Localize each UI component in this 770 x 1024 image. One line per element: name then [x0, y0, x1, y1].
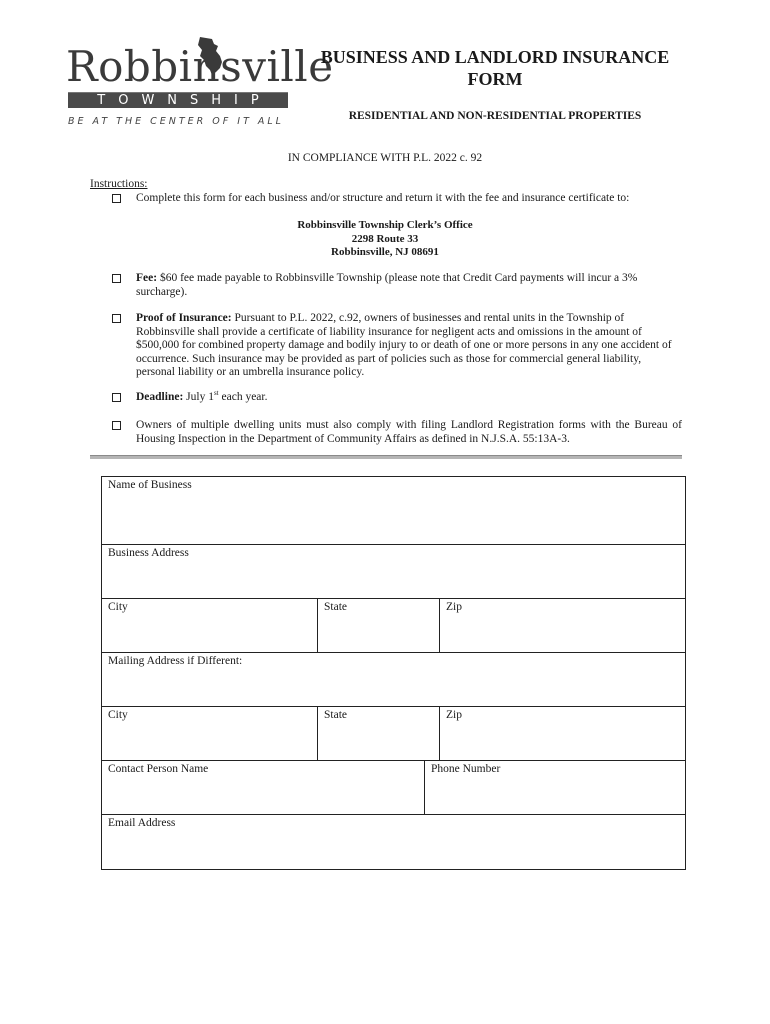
instruction-fee [112, 272, 682, 299]
deadline-label: Deadline: [136, 391, 184, 403]
state-label: State [324, 601, 347, 613]
owners-text: Owners of multiple dwelling units must also comply with filing Landlord Registration forms with the Bureau of Housing Inspection in the Department of Community Affairs as defined in N.J.S.A. 55:13A-3. [136, 419, 682, 445]
checkbox-icon[interactable] [112, 421, 121, 430]
contact-person-label: Contact Person Name [108, 763, 209, 775]
mailing-address-field[interactable] [102, 653, 685, 707]
deadline-text-after: each year. [218, 391, 268, 403]
instruction-intro-text: Complete this form for each business and/or structure and return it with the fee and insurance certificate to: [136, 192, 630, 204]
fee-text: $60 fee made payable to Robbinsville Township (please note that Credit Card payments will incur a 3% surcharge). [136, 272, 638, 298]
proof-label: Proof of Insurance: [136, 312, 232, 324]
fee-label: Fee: [136, 272, 158, 284]
instruction-proof-of-insurance [112, 312, 682, 380]
instruction-owners [112, 419, 682, 446]
form-title-line2: FORM [467, 69, 523, 89]
email-address-field[interactable] [102, 815, 685, 869]
office-city: Robbinsville, NJ 08691 [331, 246, 439, 258]
office-street: 2298 Route 33 [351, 232, 419, 245]
logo-tagline: BE AT THE CENTER OF IT ALL [68, 116, 284, 127]
contact-person-field[interactable] [102, 761, 425, 815]
zip-field[interactable] [440, 599, 685, 653]
instruction-intro [112, 192, 682, 206]
mailing-zip-field[interactable] [440, 707, 685, 761]
clerk-office-address [0, 219, 770, 260]
mailing-state-label: State [324, 709, 347, 721]
compliance-statement: IN COMPLIANCE WITH P.L. 2022 c. 92 [287, 152, 483, 164]
phone-number-field[interactable] [425, 761, 685, 815]
deadline-text-before: July 1 [183, 391, 214, 403]
proof-text: Pursuant to P.L. 2022, c.92, owners of businesses and rental units in the Township of Robbinsville shall provide a certificate of liability insurance for negligent acts and omissions in the amount of $500,000 for combined property damage and bodily injury to or death of one or more persons in any one accident of occurrence. Such insurance may be provided as part of policies such as those for commercial general liability, personal liability or an umbrella insurance policy. [136, 312, 672, 378]
business-address-field[interactable] [102, 545, 685, 599]
form-title [310, 46, 680, 90]
checkbox-icon[interactable] [112, 194, 121, 203]
form-title-line1: BUSINESS AND LANDLORD INSURANCE [320, 47, 670, 67]
city-label: City [108, 601, 128, 613]
mailing-address-label: Mailing Address if Different: [108, 655, 243, 667]
business-address-label: Business Address [108, 547, 189, 559]
checkbox-icon[interactable] [112, 314, 121, 323]
deadline-suffix: st [213, 389, 219, 398]
mailing-city-label: City [108, 709, 128, 721]
office-name: Robbinsville Township Clerk’s Office [297, 219, 473, 231]
city-field[interactable] [102, 599, 318, 653]
mailing-state-field[interactable] [318, 707, 440, 761]
instructions-heading: Instructions: [90, 178, 148, 190]
logo-banner [68, 92, 288, 108]
business-name-field[interactable] [102, 477, 685, 545]
logo-subname: TOWNSHIP [97, 93, 272, 108]
township-logo [66, 36, 334, 132]
mailing-city-field[interactable] [102, 707, 318, 761]
section-divider [90, 455, 682, 459]
checkbox-icon[interactable] [112, 274, 121, 283]
phone-number-label: Phone Number [431, 763, 501, 775]
form-subtitle: RESIDENTIAL AND NON-RESIDENTIAL PROPERTIES [348, 110, 642, 122]
logo-wordmark: Robbinsville [66, 42, 334, 91]
mailing-zip-label: Zip [446, 709, 462, 721]
checkbox-icon[interactable] [112, 393, 121, 402]
state-field[interactable] [318, 599, 440, 653]
zip-label: Zip [446, 601, 462, 613]
instruction-deadline [112, 391, 682, 405]
business-name-label: Name of Business [108, 479, 192, 491]
business-info-form [101, 476, 686, 870]
email-address-label: Email Address [108, 817, 176, 829]
